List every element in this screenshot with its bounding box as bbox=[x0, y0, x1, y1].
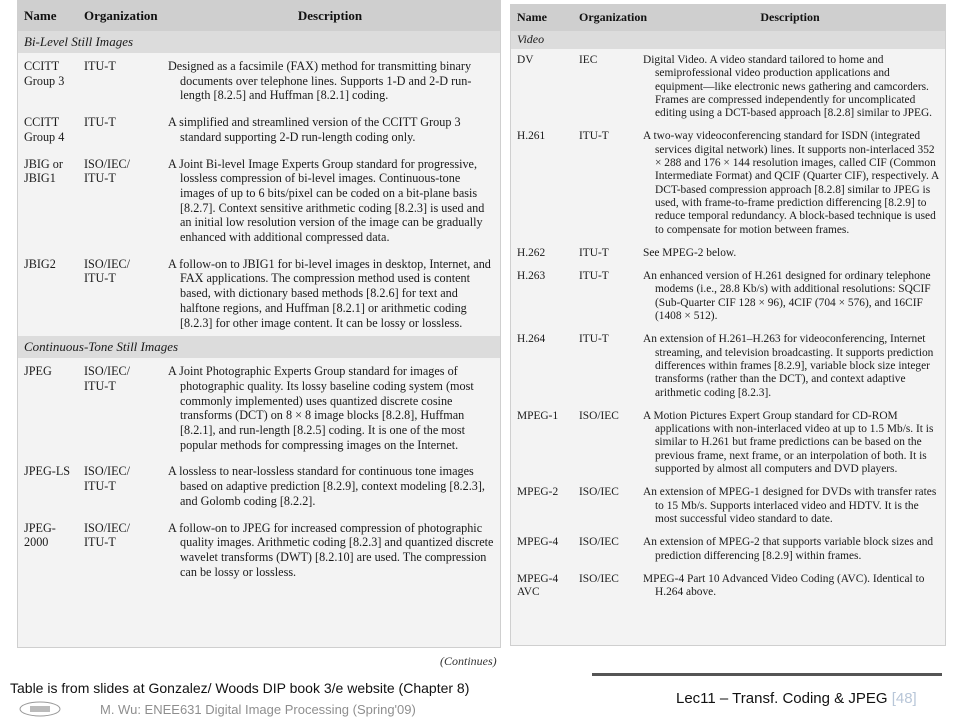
standard-description: A follow-on to JPEG for increased compression of photographic quality images. Arithmetic coding [8.2.3] and quantized discrete wavelet transforms (DWT) [8.2.10] are used. The compression can be lossy or lossless. bbox=[168, 520, 494, 579]
standard-description: A follow-on to JBIG1 for bi-level images in desktop, Internet, and FAX applications. The compression method used is content based, with dictionary based methods [8.2.6] for text and halftone regions, and Huffman [8.2.1] or arithmetic coding [8.2.3] for other image content. It can be lossy or lossless. bbox=[168, 256, 491, 330]
header-organization: Organization bbox=[573, 5, 635, 31]
section-title: Continuous-Tone Still Images bbox=[18, 336, 500, 358]
lecture-title: Lec11 – Transf. Coding & JPEG bbox=[676, 690, 888, 707]
table-row bbox=[511, 125, 945, 241]
standard-description: MPEG-4 Part 10 Advanced Video Coding (AVC). Identical to H.264 above. bbox=[643, 572, 925, 599]
standard-org: ISO/IEC/ ITU-T bbox=[84, 520, 131, 550]
standard-description: A simplified and streamlined version of the CCITT Group 3 standard supporting 2-D run-length coding only. bbox=[168, 115, 461, 144]
table-row bbox=[511, 328, 945, 404]
standard-org: ISO/IEC bbox=[579, 486, 619, 499]
section-row bbox=[18, 31, 500, 53]
standard-description: Designed as a facsimile (FAX) method for transmitting binary documents over telephone lines. Supports 1-D and 2-D run-length [8.2.5] and Huffman [8.2.1] coding. bbox=[168, 59, 472, 103]
header-description: Description bbox=[160, 1, 500, 31]
standard-description: A Joint Bi-level Image Experts Group standard for progressive, lossless compression of bi-level images. Continuous-tone images of up to 6 bits/pixel can be coded on a bit-plane basis [8.2.7]. Context sensitive arithmetic coding [8.2.3] is used and an initial low resolution version of the image can be gradually enhanced with additional compressed data. bbox=[168, 156, 485, 245]
standard-name: JBIG or JBIG1 bbox=[24, 156, 63, 186]
table-row bbox=[511, 242, 945, 265]
standard-name: MPEG-4 AVC bbox=[517, 572, 559, 599]
standard-name: DV bbox=[517, 54, 534, 66]
table-header-row bbox=[18, 1, 500, 31]
standard-org: ISO/IEC/ ITU-T bbox=[84, 364, 131, 393]
table-row bbox=[511, 481, 945, 531]
standard-name: H.264 bbox=[517, 333, 546, 346]
continues-note: (Continues) bbox=[440, 654, 497, 668]
left-standards-table bbox=[17, 0, 501, 648]
standard-org: ISO/IEC bbox=[579, 572, 619, 585]
table-row bbox=[18, 515, 500, 586]
standard-org: ITU-T bbox=[579, 130, 609, 143]
standard-description: See MPEG-2 below. bbox=[643, 246, 737, 259]
source-caption: Table is from slides at Gonzalez/ Woods DIP book 3/e website (Chapter 8) bbox=[0, 676, 540, 700]
standard-org: ISO/IEC/ ITU-T bbox=[84, 256, 131, 286]
standard-org: ITU-T bbox=[579, 246, 609, 259]
section-row bbox=[511, 31, 945, 49]
standard-name: CCITT Group 4 bbox=[24, 115, 65, 144]
standard-org: ITU-T bbox=[579, 333, 609, 346]
table-row bbox=[18, 458, 500, 514]
table-row bbox=[511, 531, 945, 568]
standard-description: An extension of MPEG-1 designed for DVDs with transfer rates to 15 Mb/s. Supports interlaced video and HDTV. It is the most successful video standard to date. bbox=[643, 486, 937, 525]
section-title: Video bbox=[511, 31, 945, 49]
standard-name: H.261 bbox=[517, 130, 546, 143]
standard-name: H.262 bbox=[517, 246, 546, 259]
page-number: [48] bbox=[891, 690, 917, 707]
header-name: Name bbox=[18, 1, 78, 31]
lecture-footer bbox=[676, 690, 917, 707]
standard-description: Digital Video. A video standard tailored to home and semiprofessional video production applications and equipment—like electronic news gathering and camcorders. Frames are compressed independently for uncomplicated editing using a DCT-based approach [8.2.8] similar to JPEG. bbox=[643, 54, 933, 120]
table-row bbox=[18, 251, 500, 337]
standard-org: ISO/IEC/ ITU-T bbox=[84, 464, 131, 494]
table-row bbox=[511, 405, 945, 481]
table-row bbox=[18, 53, 500, 109]
standard-name: JPEG-LS bbox=[24, 464, 71, 479]
standard-name: MPEG-1 bbox=[517, 409, 559, 422]
standard-org: ITU-T bbox=[84, 115, 116, 130]
header-organization: Organization bbox=[78, 1, 160, 31]
standard-org: ITU-T bbox=[84, 59, 116, 73]
table-row bbox=[511, 568, 945, 605]
standard-org: ISO/IEC bbox=[579, 536, 619, 549]
table-row bbox=[511, 49, 945, 125]
standard-description: A Joint Photographic Experts Group standard for images of photographic quality. Its lossy baseline coding system (most commonly implemented) uses quantized discrete cosine transforms (DCT) on 8 × 8 image blocks [8.2.8], Huffman [8.2.1], and run-length [8.2.5] coding. It is one of the most popular methods for compressing images on the Internet. bbox=[168, 364, 474, 452]
header-description: Description bbox=[635, 5, 945, 31]
university-seal-icon bbox=[18, 700, 62, 718]
standard-name: H.263 bbox=[517, 270, 546, 283]
table-row bbox=[18, 109, 500, 150]
header-name: Name bbox=[511, 5, 573, 31]
standard-org: ISO/IEC/ ITU-T bbox=[84, 156, 131, 186]
standard-org: IEC bbox=[579, 54, 598, 66]
standard-description: An extension of MPEG-2 that supports variable block sizes and prediction differencing [8.2.9] within frames. bbox=[643, 536, 934, 562]
table-header-row bbox=[511, 5, 945, 31]
standard-name: JPEG bbox=[24, 364, 52, 379]
section-title: Bi-Level Still Images bbox=[18, 31, 500, 53]
video-standards-table bbox=[511, 5, 945, 604]
standard-name: JPEG-2000 bbox=[24, 520, 56, 550]
section-row bbox=[18, 336, 500, 358]
standard-org: ISO/IEC bbox=[579, 409, 619, 422]
right-standards-table bbox=[510, 4, 946, 646]
standard-name: MPEG-4 bbox=[517, 536, 559, 549]
course-footer: M. Wu: ENEE631 Digital Image Processing (Spring'09) bbox=[100, 702, 416, 717]
standard-name: JBIG2 bbox=[24, 256, 56, 271]
standard-description: A two-way videoconferencing standard for ISDN (integrated services digital network) lines. It supports non-interlaced 352 × 288 and 176 × 144 resolution images, called CIF (Common Intermediate Format) and QCIF (Quarter CIF), respectively. A DCT-based compression approach [8.2.8] similar to JPEG is used, with frame-to-frame prediction differencing [8.2.9] to reduce temporal redundancy. A block-based technique is used to compensate for motion between frames. bbox=[643, 130, 939, 236]
table-row bbox=[511, 265, 945, 328]
table-row bbox=[18, 358, 500, 458]
footer-divider bbox=[592, 673, 942, 676]
standard-name: CCITT Group 3 bbox=[24, 59, 65, 88]
still-image-standards-table bbox=[18, 1, 500, 585]
standard-description: An enhanced version of H.261 designed for ordinary telephone modems (i.e., 28.8 Kb/s) with additional resolutions: SQCIF (Sub-Quarter CIF 128 × 96), 4CIF (704 × 576), and 16CIF (1408 × 512). bbox=[643, 270, 931, 323]
standard-description: A Motion Pictures Expert Group standard for CD-ROM applications with non-interlaced video at up to 1.5 Mb/s. It is similar to H.261 but frame predictions can be based on the previous frame, next frame, or an interpolation of both. It is supported by almost all computers and DVD players. bbox=[643, 409, 934, 476]
standard-name: MPEG-2 bbox=[517, 486, 559, 499]
standard-description: A lossless to near-lossless standard for continuous tone images based on adaptive prediction [8.2.9], context modeling [8.2.3], and Golomb coding [8.2.2]. bbox=[168, 464, 485, 508]
standard-description: An extension of H.261–H.263 for videoconferencing, Internet streaming, and television broadcasting. It supports prediction differences within frames [8.2.9], variable block size integer transforms (rather than the DCT), and context adaptive arithmetic coding [8.2.3]. bbox=[643, 333, 934, 399]
standard-org: ITU-T bbox=[579, 270, 609, 283]
table-row bbox=[18, 151, 500, 251]
